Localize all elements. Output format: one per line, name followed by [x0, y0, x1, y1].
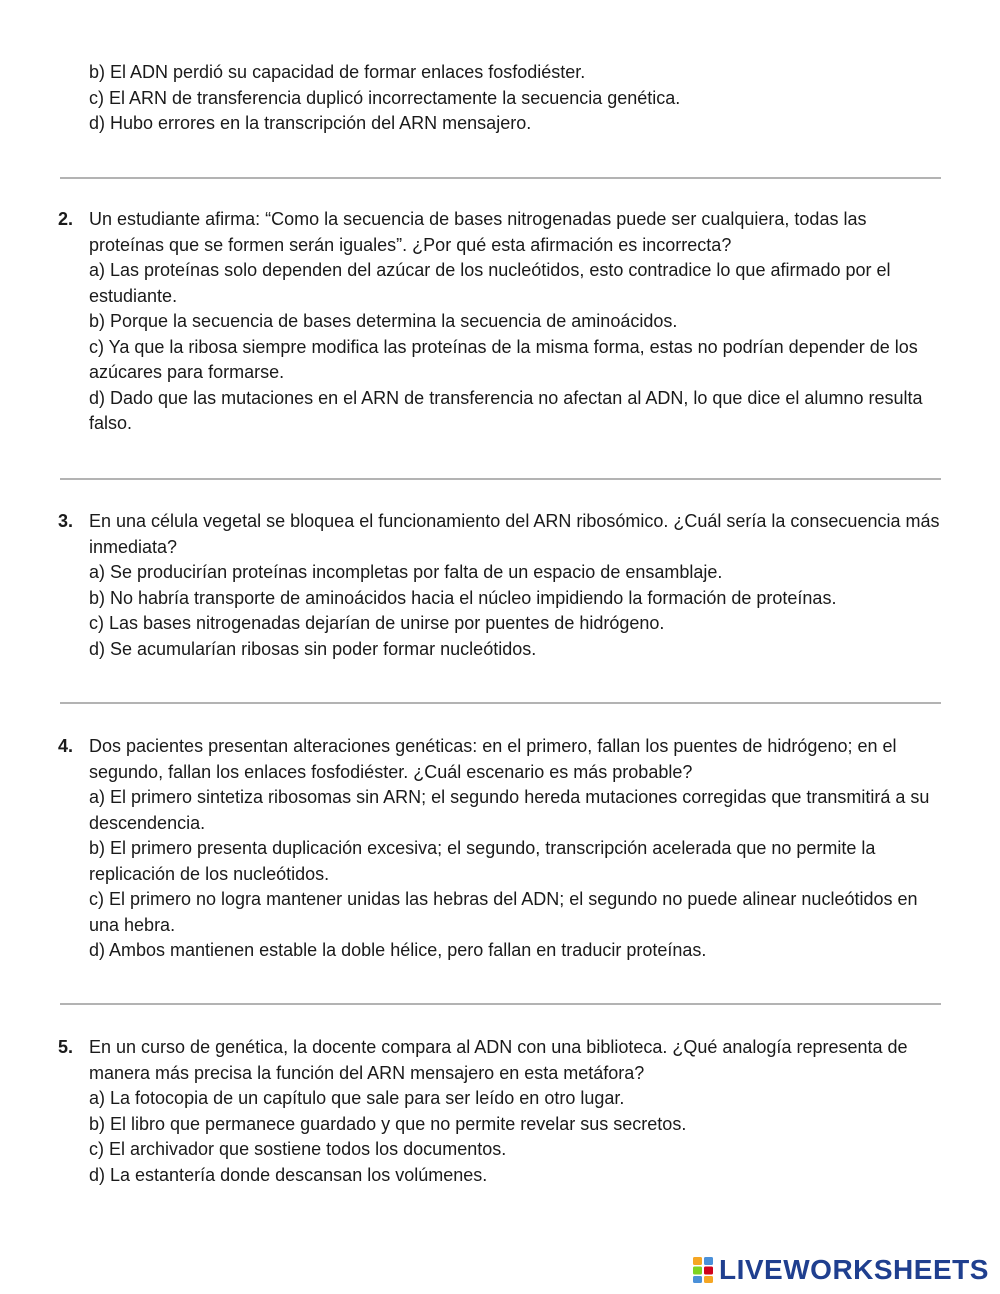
logo-text: LIVEWORKSHEETS [719, 1254, 989, 1285]
question-number: 2. [58, 209, 74, 229]
option-c[interactable]: c) El primero no logra mantener unidas las hebras del ADN; el segundo no puede alinear nucleótidos en una hebra. [89, 889, 918, 935]
option-d[interactable]: d) Hubo errores en la transcripción del ARN mensajero. [89, 113, 532, 133]
option-c[interactable]: c) Las bases nitrogenadas dejarían de unirse por puentes de hidrógeno. [89, 613, 665, 633]
option-a[interactable]: a) El primero sintetiza ribosomas sin ARN; el segundo hereda mutaciones corregidas que transmitirá a su descendencia. [89, 787, 930, 833]
option-a[interactable]: a) Las proteínas solo dependen del azúcar de los nucleótidos, esto contradice lo que afirmado por el estudiante. [89, 260, 891, 306]
option-a[interactable]: a) Se producirían proteínas incompletas por falta de un espacio de ensamblaje. [89, 562, 723, 582]
question-number: 5. [58, 1037, 74, 1057]
option-c[interactable]: c) Ya que la ribosa siempre modifica las proteínas de la misma forma, estas no podrían depender de los azúcares para formarse. [89, 336, 918, 382]
option-d[interactable]: d) Se acumularían ribosas sin poder formar nucleótidos. [89, 638, 537, 659]
option-a[interactable]: a) La fotocopia de un capítulo que sale para ser leído en otro lugar. [89, 1088, 625, 1108]
option-d[interactable]: d) La estantería donde descansan los volúmenes. [89, 1164, 488, 1185]
question-text: En una célula vegetal se bloquea el funcionamiento del ARN ribosómico. ¿Cuál sería la consecuencia más inmediata? [89, 511, 940, 557]
question-text: Dos pacientes presentan alteraciones genéticas: en el primero, fallan los puentes de hidrógeno; en el segundo, fallan los enlaces fosfodiéster. ¿Cuál escenario es más probable? [89, 736, 897, 782]
option-d[interactable]: d) Ambos mantienen estable la doble hélice, pero fallan en traducir proteínas. [89, 940, 707, 960]
option-c[interactable]: c) El ARN de transferencia duplicó incorrectamente la secuencia genética. [89, 87, 681, 108]
question-number: 4. [58, 736, 74, 756]
option-b[interactable]: b) El primero presenta duplicación excesiva; el segundo, transcripción acelerada que no permite la replicación de los nucleótidos. [89, 838, 876, 884]
option-b[interactable]: b) No habría transporte de aminoácidos hacia el núcleo impidiendo la formación de proteínas. [89, 587, 837, 608]
divider [60, 177, 941, 179]
divider [60, 1003, 941, 1005]
divider [60, 478, 941, 480]
option-d[interactable]: d) Dado que las mutaciones en el ARN de transferencia no afectan al ADN, lo que dice el alumno resulta falso. [89, 387, 923, 433]
question-text: En un curso de genética, la docente compara al ADN con una biblioteca. ¿Qué analogía representa de manera más precisa la función del ARN mensajero en esta metáfora? [89, 1037, 908, 1083]
question-number: 3. [58, 511, 74, 531]
logo-blocks-icon [692, 1256, 716, 1284]
option-b[interactable]: b) Porque la secuencia de bases determina la secuencia de aminoácidos. [89, 311, 678, 331]
question-text: Un estudiante afirma: “Como la secuencia de bases nitrogenadas puede ser cualquiera, todas las proteínas que se formen serán iguales”. ¿Por qué esta afirmación es incorrecta? [89, 209, 867, 255]
liveworksheets-logo [692, 1253, 989, 1287]
option-b[interactable]: b) El libro que permanece guardado y que no permite revelar sus secretos. [89, 1113, 687, 1134]
option-c[interactable]: c) El archivador que sostiene todos los documentos. [89, 1139, 507, 1159]
divider [60, 702, 941, 704]
option-b[interactable]: b) El ADN perdió su capacidad de formar enlaces fosfodiéster. [89, 62, 586, 82]
